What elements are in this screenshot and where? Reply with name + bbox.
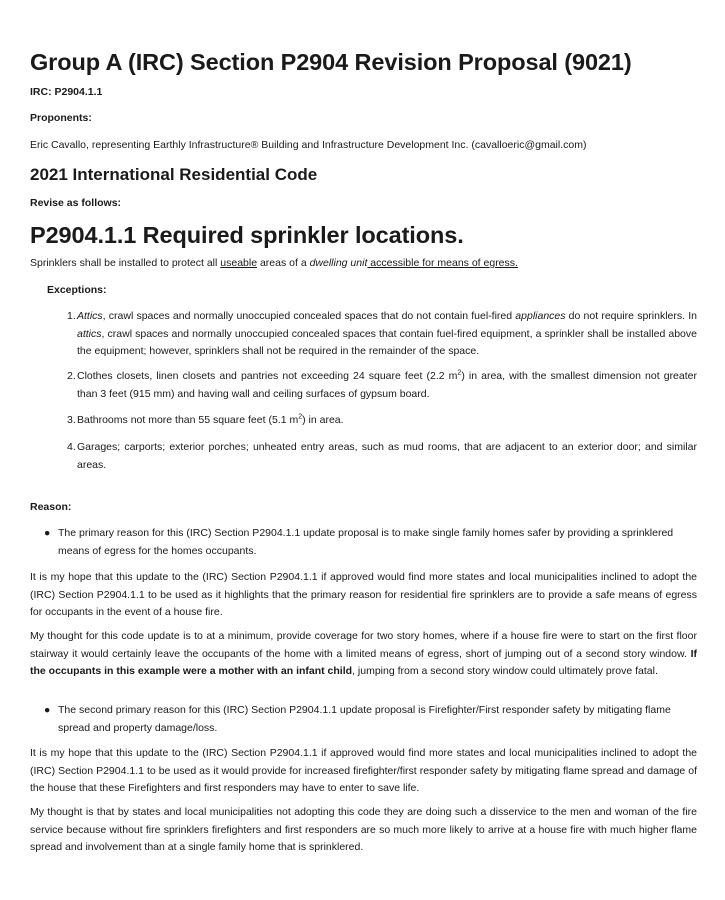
document-title: Group A (IRC) Section P2904 Revision Proposal (9021): [30, 49, 632, 75]
intro-text-1: Sprinklers shall be installed to protect all: [30, 257, 221, 269]
exception-text: Garages; carports; exterior porches; unheated entry areas, such as mud rooms, that are adjacent to an exterior door; and similar areas.: [77, 441, 697, 471]
exception-item: [67, 368, 697, 403]
proponents-label: Proponents:: [30, 112, 92, 124]
reason-bullet: [32, 702, 697, 737]
exceptions-label: Exceptions:: [47, 284, 107, 296]
reason-paragraph: [30, 628, 697, 681]
exception-number: 1.: [67, 310, 76, 322]
reason-paragraph: It is my hope that this update to the (IRC) Section P2904.1.1 if approved would find more states and local municipalities inclined to adopt the (IRC) Section P2904.1.1 to be used as it would provide for increased firefighter/first responder safety by mitigating flame spread and damage of the house that these Firefighters and first responders may have to enter to save life.: [30, 747, 697, 794]
revise-label: Revise as follows:: [30, 197, 122, 209]
code-heading: 2021 International Residential Code: [30, 165, 318, 184]
section-intro: [30, 255, 518, 273]
exception-1-attics: Attics: [77, 310, 103, 322]
exception-3-superscript: 2: [298, 413, 303, 421]
proponent-text: Eric Cavallo, representing Earthly Infrastructure® Building and Infrastructure Development Inc. (cavalloeric@gmail.com): [30, 139, 587, 151]
exception-text: [77, 308, 697, 361]
irc-reference: IRC: P2904.1.1: [30, 86, 103, 98]
exception-number: 2.: [67, 370, 76, 382]
exception-item: [67, 308, 697, 361]
intro-useable: useable: [220, 257, 258, 269]
bullet-text: The second primary reason for this (IRC) Section P2904.1.1 update proposal is Firefighter/First responder safety by mitigating flame spread and property damage/loss.: [58, 704, 671, 734]
exception-2-text-a: Clothes closets, linen closets and pantries not exceeding 24 square feet (2.2 m: [77, 370, 458, 382]
section-heading: P2904.1.1 Required sprinkler locations.: [30, 222, 464, 248]
exception-3-text-b: ) in area.: [302, 414, 344, 426]
exception-2-text-b: ) in area, with the smallest dimension not greater than 3 feet (915 mm) and having wall and ceiling surfaces of gypsum board.: [77, 370, 697, 400]
exception-text: [77, 368, 697, 403]
reason-label: Reason:: [30, 501, 72, 513]
intro-dwelling-unit: dwelling unit: [309, 257, 368, 269]
exception-number: 3.: [67, 414, 76, 426]
intro-text-2: areas of a: [257, 257, 310, 269]
paragraph-2-text-b: , jumping from a second story window could ultimately prove fatal.: [352, 665, 658, 677]
bullet-text: The primary reason for this (IRC) Section P2904.1.1 update proposal is to make single family homes safer by providing a sprinklered means of egress for the homes occupants.: [58, 527, 674, 557]
exception-text: [77, 412, 697, 430]
exception-1-appliances: appliances: [515, 310, 566, 322]
exception-item: [67, 412, 697, 430]
paragraph-2-bold: If the occupants in this example were a mother with an infant child: [30, 647, 697, 677]
bullet-icon: ●: [44, 527, 51, 539]
reason-paragraph: My thought is that by states and local municipalities not adopting this code they are doing such a disservice to the men and woman of the fire service because without fire sprinklers firefighters and first responders are so much more likely to arrive at a house fire with much higher flame spread and involvement than at a single family home that is sprinklered.: [30, 806, 697, 853]
exception-1-attics-2: attics: [77, 327, 102, 340]
exception-item: [67, 439, 697, 474]
exception-number: 4.: [67, 441, 76, 453]
reason-paragraph: It is my hope that this update to the (IRC) Section P2904.1.1 if approved would find more states and local municipalities inclined to adopt the (IRC) Section P2904.1.1 to be used as it highlights that the primary reason for residential fire sprinklers are to provide a safe means of egress for occupants in the event of a house fire.: [30, 571, 697, 618]
reason-bullet: [32, 525, 697, 560]
exception-3-text-a: Bathrooms not more than 55 square feet (5.1 m: [77, 414, 299, 426]
paragraph-2-text-a: My thought for this code update is to at a minimum, provide coverage for two story homes, where if a house fire were to start on the first floor stairway it would certainly leave the occupants of the home with a limited means of egress, short of jumping out of a second story window.: [30, 630, 697, 660]
intro-egress: accessible for means of egress.: [367, 257, 518, 269]
exception-1-text-b: do not require sprinklers. In: [565, 310, 697, 322]
exception-1-text-c: , crawl spaces and normally unoccupied concealed spaces that contain fuel-fired equipment, a sprinkler shall be installed above the equipment; however, sprinklers shall not be required in the remainder of the space.: [77, 327, 697, 357]
exception-1-text-a: , crawl spaces and normally unoccupied concealed spaces that do not contain fuel-fired: [102, 310, 516, 322]
exception-2-superscript: 2: [457, 369, 462, 377]
bullet-icon: ●: [44, 704, 51, 716]
